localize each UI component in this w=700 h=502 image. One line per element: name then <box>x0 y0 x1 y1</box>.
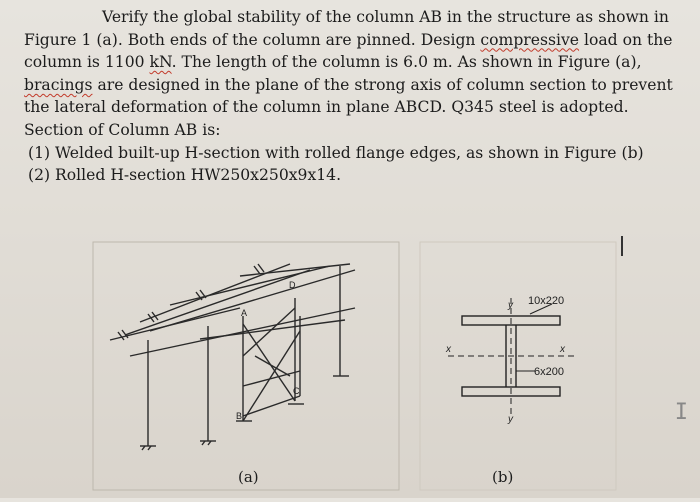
figure-drawing <box>0 236 700 498</box>
web-dimension-label: 6x200 <box>534 366 564 378</box>
figure-area <box>0 236 700 498</box>
paragraph-line-6: Section of Column AB is: <box>24 120 221 139</box>
paragraph-line-3: column is 1100 kN. The length of the column is 6.0 m. As shown in Figure (a), <box>24 53 642 72</box>
frame-3d-drawing <box>110 264 355 450</box>
flange-dimension-label: 10x220 <box>528 295 565 307</box>
text-cursor-icon: I <box>674 400 688 425</box>
paragraph-line-2: Figure 1 (a). Both ends of the column are pinned. Design compressive load on the <box>24 30 673 49</box>
h-section-drawing <box>448 298 578 414</box>
x-axis-left-label: x <box>446 344 451 355</box>
y-axis-top-label: y <box>508 300 513 311</box>
point-d-label: D <box>289 280 296 290</box>
figure-b-caption: (b) <box>492 468 514 486</box>
option-1: (1) Welded built-up H-section with rolled flange edges, as shown in Figure (b) <box>28 143 644 162</box>
figure-a-caption: (a) <box>238 468 259 486</box>
paragraph-line-1: Verify the global stability of the column AB in the structure as shown in <box>102 8 669 26</box>
paragraph-line-4: bracings are designed in the plane of the strong axis of column section to prevent <box>24 75 673 94</box>
paragraph-line-5: the lateral deformation of the column in plane ABCD. Q345 steel is adopted. <box>24 98 629 117</box>
point-a-label: A <box>241 308 248 318</box>
option-2: (2) Rolled H-section HW250x250x9x14. <box>28 166 342 185</box>
problem-statement <box>24 6 692 187</box>
point-b-label: B <box>236 411 243 421</box>
y-axis-bottom-label: y <box>508 414 513 425</box>
x-axis-right-label: x <box>560 344 565 355</box>
point-c-label: C <box>293 386 300 396</box>
